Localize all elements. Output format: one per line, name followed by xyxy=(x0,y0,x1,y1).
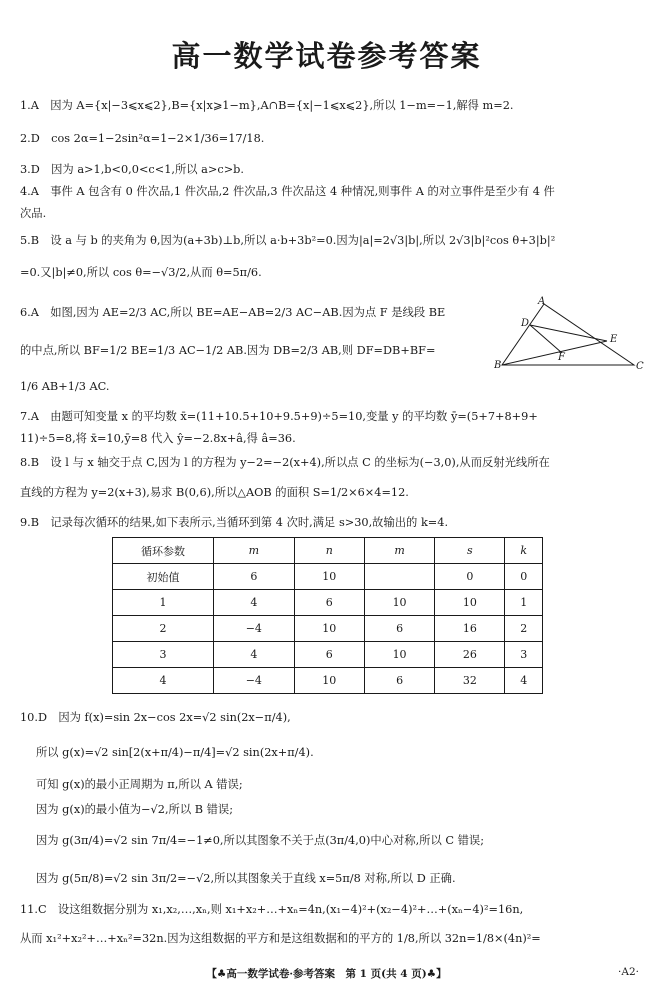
answer-10-cont: 所以 g(x)=√2 sin[2(x+π/4)−π/4]=√2 sin(2x+π/4). xyxy=(36,746,314,759)
answer-10-a: 可知 g(x)的最小正周期为 π,所以 A 错误; xyxy=(36,778,243,791)
table-cell: 4 xyxy=(113,668,214,694)
table-header: k xyxy=(505,538,543,564)
figure-label-e: E xyxy=(610,334,618,345)
answer-10: 10.D 因为 f(x)=sin 2x−cos 2x=√2 sin(2x−π/4), xyxy=(20,711,291,724)
answer-5-cont: =0.又|b|≠0,所以 cos θ=−√3/2,从而 θ=5π/6. xyxy=(20,266,262,279)
table-cell: 0 xyxy=(505,564,543,590)
table-cell: 1 xyxy=(505,590,543,616)
table-cell: 26 xyxy=(435,642,505,668)
table-row xyxy=(113,668,543,694)
table-header: m xyxy=(214,538,295,564)
table-cell: 1 xyxy=(113,590,214,616)
table-cell: 6 xyxy=(294,642,364,668)
answer-2: 2.D cos 2α=1−2sin²α=1−2×1/36=17/18. xyxy=(20,132,265,145)
table-row xyxy=(113,616,543,642)
table-row xyxy=(113,590,543,616)
figure-label-f: F xyxy=(558,352,565,363)
table-header: s xyxy=(435,538,505,564)
table-cell: 10 xyxy=(294,616,364,642)
table-cell: −4 xyxy=(214,668,295,694)
answer-7-cont: 11)÷5=8,将 x̄=10,ȳ=8 代入 ŷ=−2.8x+â,得 â=36. xyxy=(20,432,296,445)
answer-11: 11.C 设这组数据分别为 x₁,x₂,…,xₙ,则 x₁+x₂+…+xₙ=4n,(x₁−4)²+(x₂−4)²+…+(xₙ−4)²=16n, xyxy=(20,903,524,916)
page-code: ·A2· xyxy=(618,966,639,978)
answer-8: 8.B 设 l 与 x 轴交于点 C,因为 l 的方程为 y−2=−2(x+4),所以点 C 的坐标为(−3,0),从而反射光线所在 xyxy=(20,456,550,469)
table-cell: 6 xyxy=(364,668,434,694)
table-cell: 10 xyxy=(294,668,364,694)
table-cell: 32 xyxy=(435,668,505,694)
table-cell: 0 xyxy=(435,564,505,590)
figure-label-b: B xyxy=(494,360,502,371)
answer-9: 9.B 记录每次循环的结果,如下表所示,当循环到第 4 次时,满足 s>30,故输出的 k=4. xyxy=(20,516,449,529)
table-cell: 6 xyxy=(364,616,434,642)
table-cell: 16 xyxy=(435,616,505,642)
answer-3: 3.D 因为 a>1,b<0,0<c<1,所以 a>c>b. xyxy=(20,163,244,176)
table-header: 循环参数 xyxy=(113,538,214,564)
table-cell: 10 xyxy=(435,590,505,616)
table-cell: 4 xyxy=(214,642,295,668)
figure-label-d: D xyxy=(521,318,530,329)
answer-8-cont: 直线的方程为 y=2(x+3),易求 B(0,6),所以△AOB 的面积 S=1/2×6×4=12. xyxy=(20,486,409,499)
table-cell: 4 xyxy=(214,590,295,616)
table-cell: 6 xyxy=(214,564,295,590)
page-title: 高一数学试卷参考答案 xyxy=(171,39,482,73)
table-cell: 2 xyxy=(505,616,543,642)
page-footer: 【♣高一数学试卷·参考答案 第 1 页(共 4 页)♣】 xyxy=(206,968,447,980)
answer-11-cont: 从而 x₁²+x₂²+…+xₙ²=32n.因为这组数据的平方和是这组数据和的平方的 1/8,所以 32n=1/8×(4n)²= xyxy=(20,932,541,945)
answer-6: 6.A 如图,因为 AE=2/3 AC,所以 BE=AE−AB=2/3 AC−AB.因为点 F 是线段 BE xyxy=(20,306,446,319)
answer-10-d: 因为 g(5π/8)=√2 sin 3π/2=−√2,所以其图象关于直线 x=5π/8 对称,所以 D 正确. xyxy=(36,872,456,885)
table-row xyxy=(113,642,543,668)
answer-7: 7.A 由题可知变量 x 的平均数 x̄=(11+10.5+10+9.5+9)÷5=10,变量 y 的平均数 ȳ=(5+7+8+9+ xyxy=(20,410,538,423)
answer-5: 5.B 设 a 与 b 的夹角为 θ,因为(a+3b)⊥b,所以 a·b+3b²=0.因为|a|=2√3|b|,所以 2√3|b|²cos θ+3|b|² xyxy=(20,234,556,247)
loop-table xyxy=(112,537,543,694)
table-header: n xyxy=(294,538,364,564)
table-cell: 3 xyxy=(113,642,214,668)
table-row xyxy=(113,564,543,590)
table-cell: 初始值 xyxy=(113,564,214,590)
table-cell: −4 xyxy=(214,616,295,642)
figure-label-c: C xyxy=(636,361,644,372)
answer-6-cont: 的中点,所以 BF=1/2 BE=1/3 AC−1/2 AB.因为 DB=2/3 AB,则 DF=DB+BF= xyxy=(20,344,436,357)
triangle-figure xyxy=(494,294,644,374)
figure-label-a: A xyxy=(538,296,546,307)
table-cell: 4 xyxy=(505,668,543,694)
segment-de xyxy=(530,325,607,341)
segment-df xyxy=(530,325,562,353)
table-cell: 3 xyxy=(505,642,543,668)
table-cell: 10 xyxy=(364,590,434,616)
answer-4: 4.A 事件 A 包含有 0 件次品,1 件次品,2 件次品,3 件次品这 4 种情况,则事件 A 的对立事件是至少有 4 件 xyxy=(20,185,555,198)
segment-be xyxy=(502,341,607,365)
answer-4-cont: 次品. xyxy=(20,207,47,220)
table-header: m xyxy=(364,538,434,564)
table-cell: 6 xyxy=(294,590,364,616)
answer-10-b: 因为 g(x)的最小值为−√2,所以 B 错误; xyxy=(36,803,234,816)
table-cell: 10 xyxy=(364,642,434,668)
answer-6-cont2: 1/6 AB+1/3 AC. xyxy=(20,380,110,393)
table-cell: 10 xyxy=(294,564,364,590)
answer-1: 1.A 因为 A={x|−3⩽x⩽2},B={x|x⩾1−m},A∩B={x|−1⩽x⩽2},所以 1−m=−1,解得 m=2. xyxy=(20,99,514,112)
table-cell: 2 xyxy=(113,616,214,642)
answer-10-c: 因为 g(3π/4)=√2 sin 7π/4=−1≠0,所以其图象不关于点(3π/4,0)中心对称,所以 C 错误; xyxy=(36,834,484,847)
table-header-row xyxy=(113,538,543,564)
table-cell xyxy=(364,564,434,590)
